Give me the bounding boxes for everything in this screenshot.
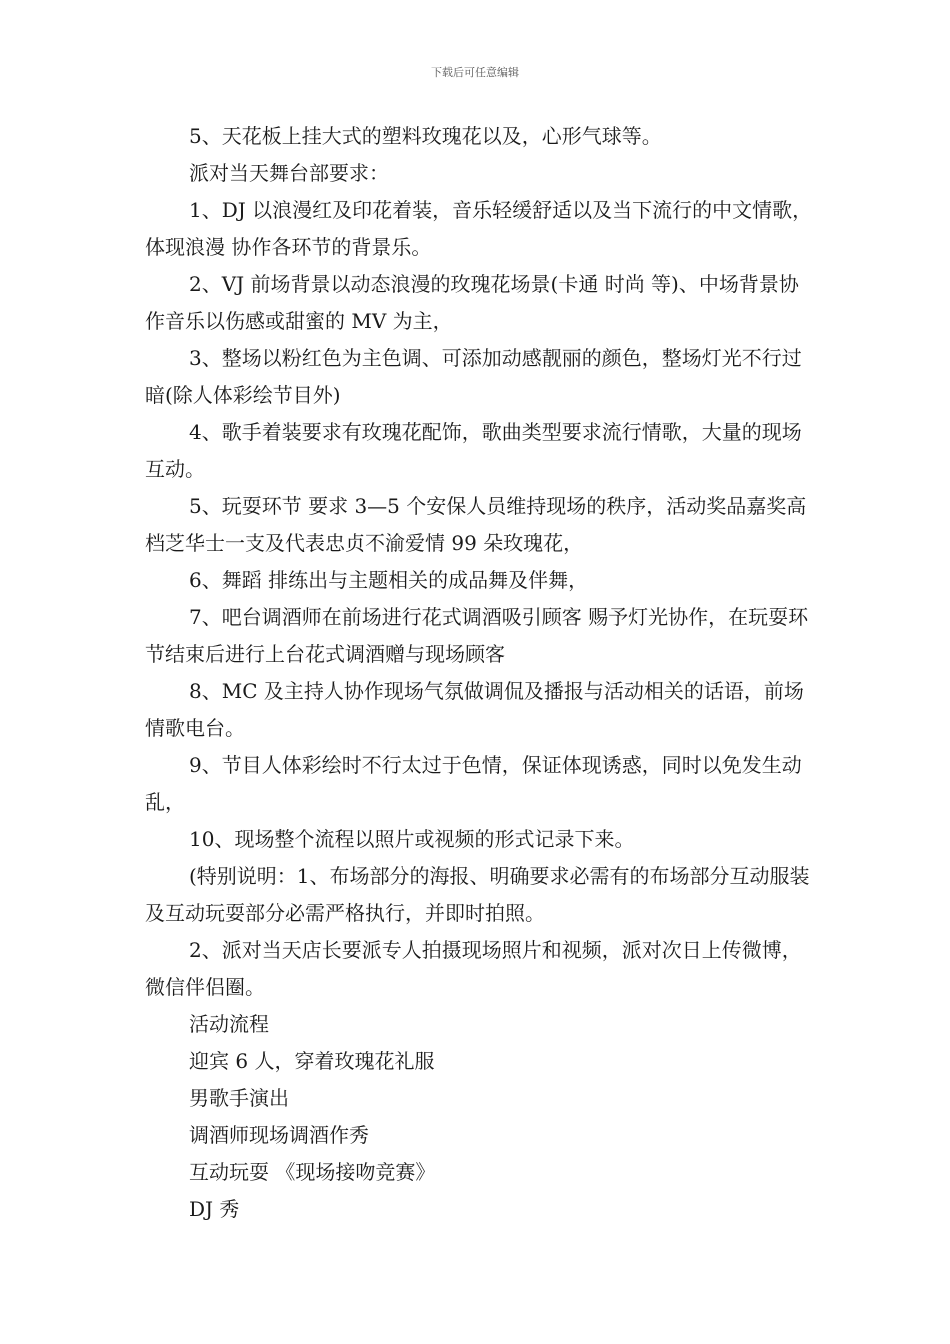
flow-item: 迎宾 6 人，穿着玫瑰花礼服 (189, 1049, 435, 1073)
paragraph-recording: 10、现场整个流程以照片或视频的形式记录下来。 (189, 827, 635, 851)
paragraph-dance: 6、舞蹈 排练出与主题相关的成品舞及伴舞， (189, 568, 589, 592)
flow-item: 互动玩耍 《现场接吻竞赛》 (189, 1160, 436, 1184)
paragraph-mc: 8、MC 及主持人协作现场气氛做调侃及播报与活动相关的话语，前场情歌电台。 (145, 679, 804, 740)
paragraph-special-note-1: (特别说明：1、布场部分的海报、明确要求必需有的布场部分互动服装及互动玩耍部分必需严格执行，并即时拍照。 (145, 864, 810, 925)
paragraph-color-lighting: 3、整场以粉红色为主色调、可添加动感靓丽的颜色，整场灯光不行过暗(除人体彩绘节目外) (145, 346, 802, 407)
paragraph-ceiling-decor: 5、天花板上挂大式的塑料玫瑰花以及，心形气球等。 (189, 124, 662, 148)
paragraph-dj: 1、DJ 以浪漫红及印花着装，音乐轻缓舒适以及当下流行的中文情歌， 体现浪漫 协作各环节的背景乐。 (145, 198, 813, 259)
paragraph-games-security: 5、玩耍环节 要求 3—5 个安保人员维持现场的秩序，活动奖品嘉奖高档芝华士一支及代表忠贞不渝爱情 99 朵玫瑰花， (145, 494, 807, 555)
document-body (145, 118, 817, 1228)
paragraph-stage-requirements-heading: 派对当天舞台部要求： (189, 161, 389, 185)
paragraph-vj: 2、VJ 前场背景以动态浪漫的玫瑰花场景(卡通 时尚 等)、中场背景协作音乐以伤感或甜蜜的 MV 为主， (145, 272, 799, 333)
flow-heading: 活动流程 (189, 1012, 269, 1036)
flow-item: 调酒师现场调酒作秀 (189, 1123, 369, 1147)
flow-item: 男歌手演出 (189, 1086, 289, 1110)
paragraph-body-painting: 9、节目人体彩绘时不行太过于色情，保证体现诱惑，同时以免发生动乱， (145, 753, 802, 814)
flow-item: DJ 秀 (189, 1197, 240, 1221)
paragraph-bartender: 7、吧台调酒师在前场进行花式调酒吸引顾客 赐予灯光协作，在玩耍环节结束后进行上台花式调酒赠与现场顾客 (145, 605, 809, 666)
paragraph-special-note-2: 2、派对当天店长要派专人拍摄现场照片和视频，派对次日上传微博，微信伴侣圈。 (145, 938, 802, 999)
page-header: 下载后可任意编辑 (431, 66, 519, 79)
paragraph-singer: 4、歌手着装要求有玫瑰花配饰，歌曲类型要求流行情歌，大量的现场互动。 (145, 420, 802, 481)
